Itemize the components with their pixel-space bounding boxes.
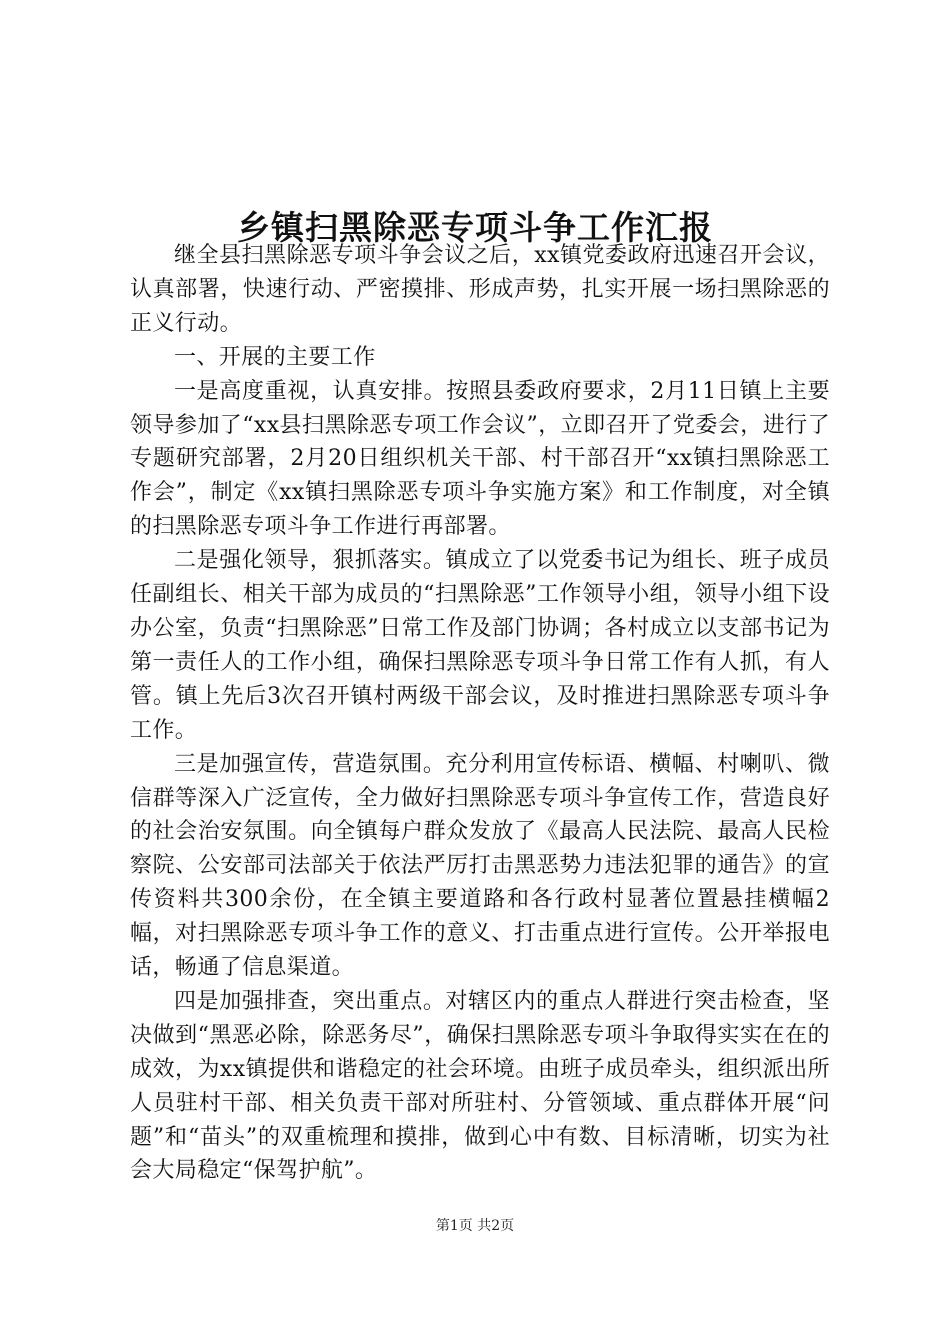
paragraph-intro: 继全县扫黑除恶专项斗争会议之后，xx镇党委政府迅速召开会议，认真部署，快速行动、严密摸排、形成声势，扎实开展一场扫黑除恶的正义行动。 bbox=[130, 243, 830, 336]
paragraph-3: 三是加强宣传，营造氛围。充分利用宣传标语、横幅、村喇叭、微信群等深入广泛宣传，全力做好扫黑除恶专项斗争宣传工作，营造良好的社会治安氛围。向全镇每户群众发放了《最高人民法院、最高人民检察院、公安部司法部关于依法严厉打击黑恶势力违法犯罪的通告》的宣传资料共300余份，在全镇主要道路和各行政村显著位置悬挂横幅2幅，对扫黑除恶专项斗争工作的意义、打击重点进行宣传。公开举报电话，畅通了信息渠道。 bbox=[130, 751, 830, 981]
paragraph-4: 四是加强排查，突出重点。对辖区内的重点人群进行突击检查，坚决做到“黑恶必除，除恶务尽”，确保扫黑除恶专项斗争取得实实在在的成效，为xx镇提供和谐稳定的社会环境。由班子成员牵头，组织派出所人员驻村干部、相关负责干部对所驻村、分管领域、重点群体开展“问题”和“苗头”的双重梳理和摸排，做到心中有数、目标清晰，切实为社会大局稳定“保驾护航”。 bbox=[130, 988, 830, 1184]
document-title: 乡镇扫黑除恶专项斗争工作汇报 bbox=[237, 208, 713, 248]
section-heading: 一、开展的主要工作 bbox=[174, 344, 376, 370]
paragraph-2: 二是强化领导，狠抓落实。镇成立了以党委书记为组长、班子成员任副组长、相关干部为成员的“扫黑除恶”工作领导小组，领导小组下设办公室，负责“扫黑除恶”日常工作及部门协调；各村成立以支部书记为第一责任人的工作小组，确保扫黑除恶专项斗争日常工作有人抓，有人管。镇上先后3次召开镇村两级干部会议，及时推进扫黑除恶专项斗争工作。 bbox=[130, 548, 830, 743]
document-body bbox=[130, 239, 830, 1188]
page-number-footer: 第1页 共2页 bbox=[435, 1218, 515, 1234]
paragraph-1: 一是高度重视，认真安排。按照县委政府要求，2月11日镇上主要领导参加了“xx县扫黑除恶专项工作会议”，立即召开了党委会，进行了专题研究部署，2月20日组织机关干部、村干部召开“xx镇扫黑除恶工作会”，制定《xx镇扫黑除恶专项斗争实施方案》和工作制度，对全镇的扫黑除恶专项斗争工作进行再部署。 bbox=[130, 378, 830, 540]
